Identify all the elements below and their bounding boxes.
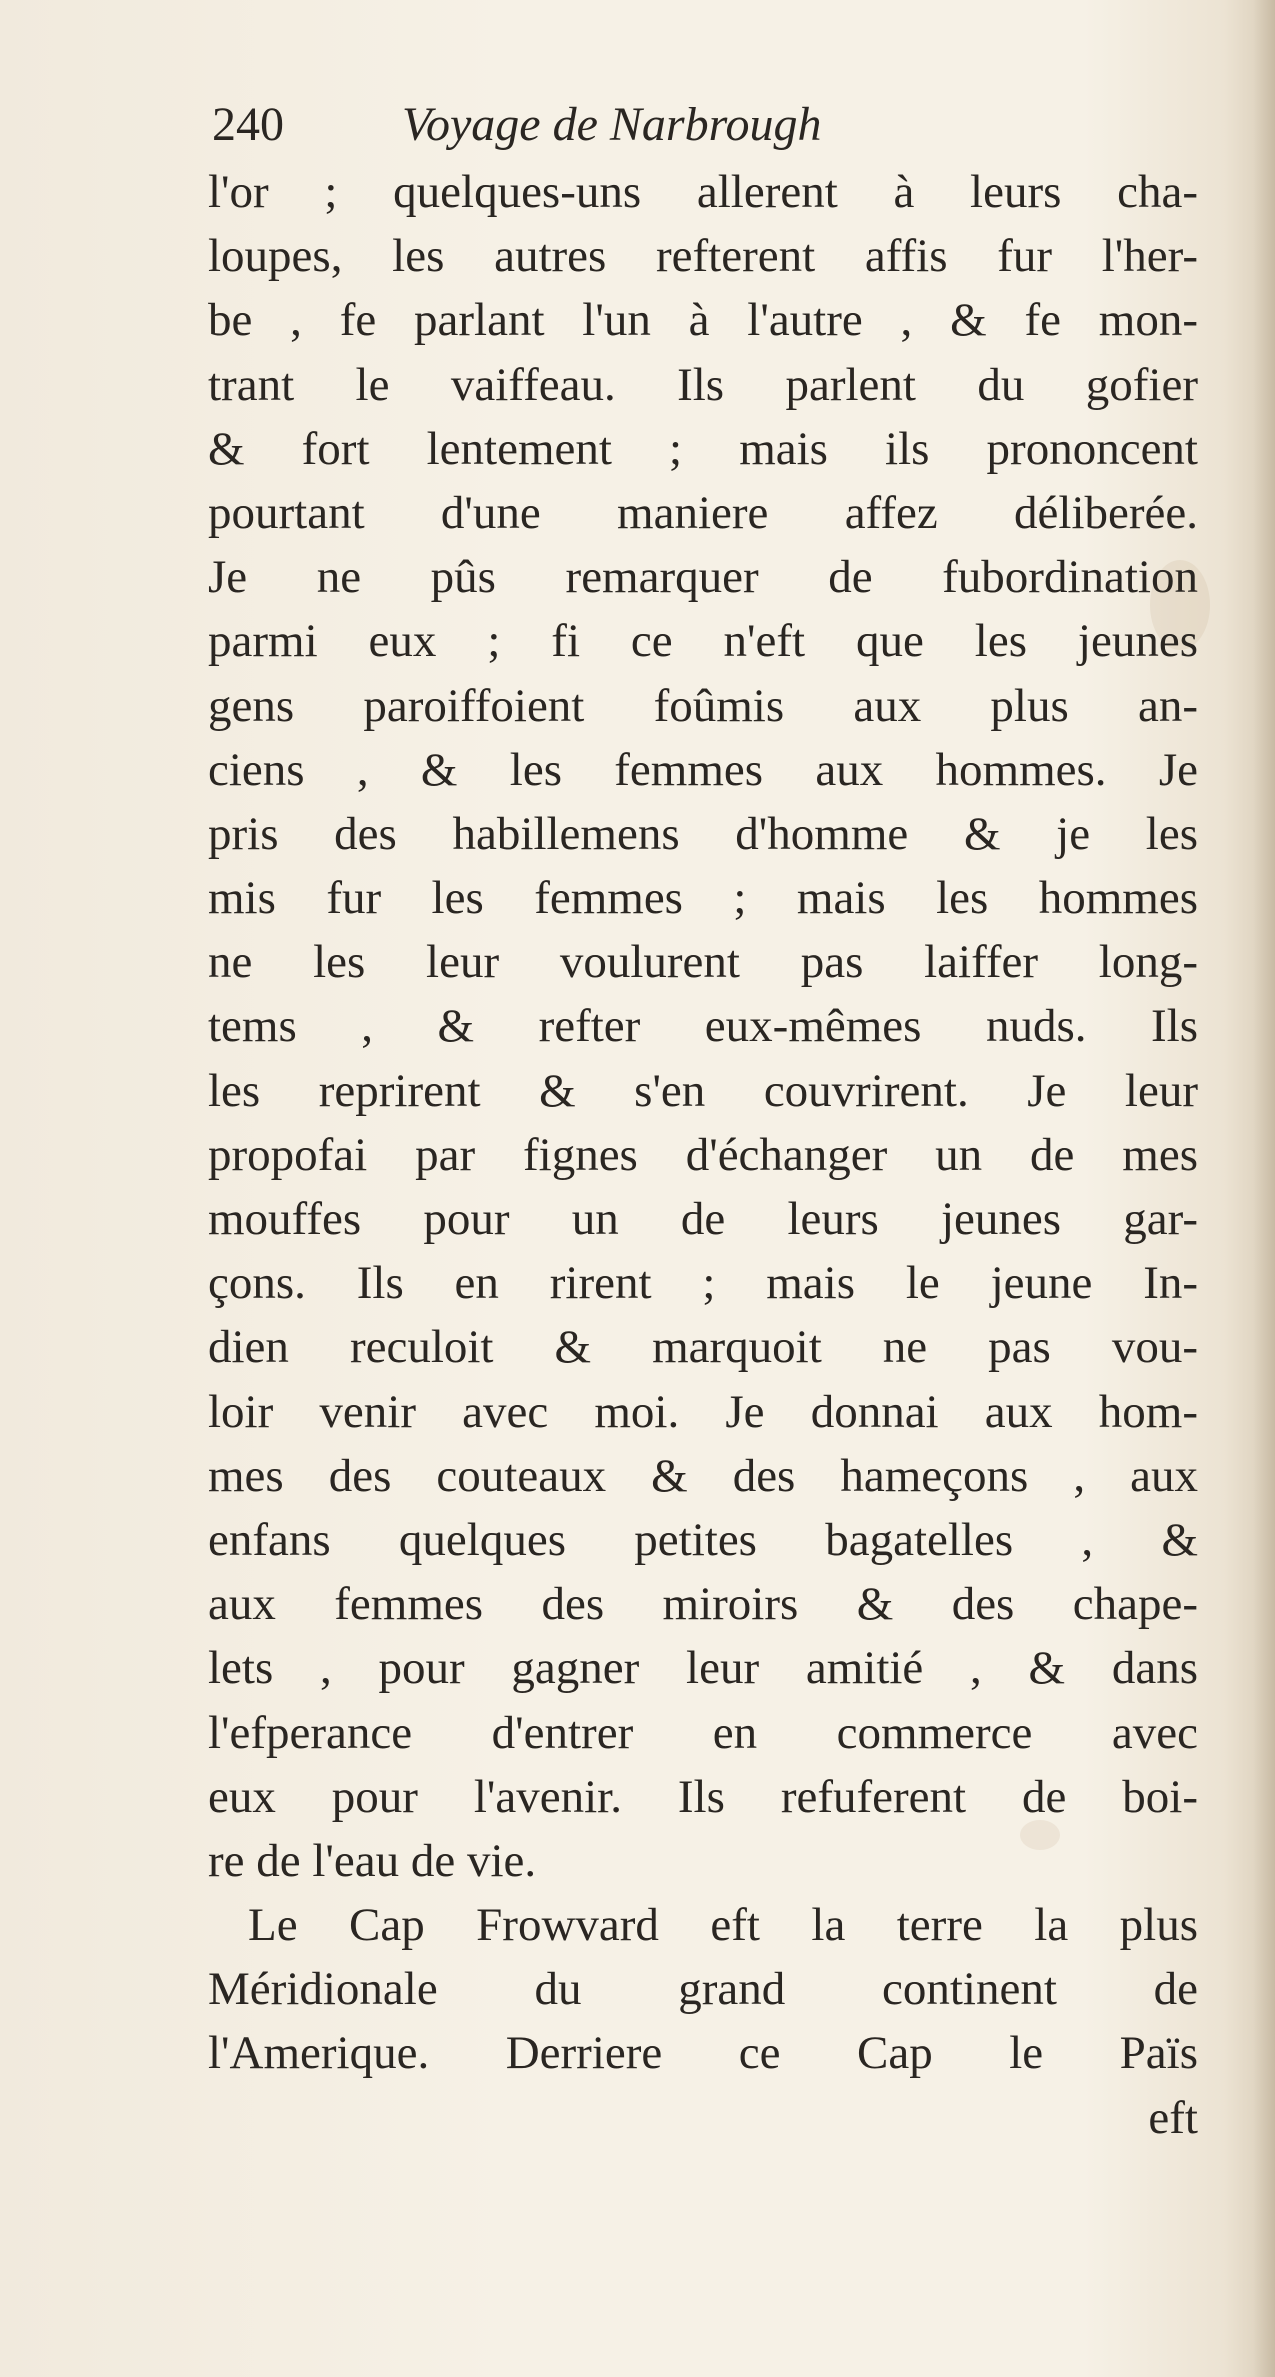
text-line: eux pour l'avenir. Ils refuferent de boi- bbox=[208, 1770, 1198, 1823]
text-line: Je ne pûs remarquer de fubordination bbox=[208, 551, 1198, 604]
text-line: aux femmes des miroirs & des chape- bbox=[208, 1578, 1198, 1631]
text-line: tems , & refter eux-mêmes nuds. Ils bbox=[208, 1000, 1198, 1053]
text-line-paragraph-end: re de l'eau de vie. bbox=[208, 1834, 537, 1887]
running-title: Voyage de Narbrough bbox=[402, 98, 822, 151]
text-line: propofai par fignes d'échanger un de mes bbox=[208, 1128, 1198, 1181]
text-line: trant le vaiffeau. Ils parlent du gofier bbox=[208, 358, 1198, 411]
page-number: 240 bbox=[212, 98, 284, 151]
text-line: be , fe parlant l'un à l'autre , & fe mon- bbox=[208, 294, 1198, 347]
page-edge-shadow bbox=[1253, 0, 1275, 2377]
text-line: Méridionale du grand continent de bbox=[208, 1963, 1198, 2016]
text-line: mes des couteaux & des hameçons , aux bbox=[208, 1449, 1198, 1502]
text-line: gens paroiffoient foûmis aux plus an- bbox=[208, 679, 1198, 732]
text-line: pris des habillemens d'homme & je les bbox=[208, 807, 1198, 860]
text-line: pourtant d'une maniere affez déliberée. bbox=[208, 486, 1198, 539]
text-line: enfans quelques petites bagatelles , & bbox=[208, 1513, 1198, 1566]
text-line: ciens , & les femmes aux hommes. Je bbox=[208, 743, 1198, 796]
text-line: parmi eux ; fi ce n'eft que les jeunes bbox=[208, 615, 1198, 668]
text-line: loupes, les autres refterent affis fur l'her- bbox=[208, 230, 1198, 283]
text-line: l'efperance d'entrer en commerce avec bbox=[208, 1706, 1198, 1759]
text-line: l'Amerique. Derriere ce Cap le Païs bbox=[208, 2027, 1198, 2080]
body-text bbox=[208, 160, 1198, 2150]
running-head bbox=[212, 94, 1192, 154]
text-line: l'or ; quelques-uns allerent à leurs cha- bbox=[208, 166, 1198, 218]
text-line: loir venir avec moi. Je donnai aux hom- bbox=[208, 1385, 1198, 1438]
text-line: mouffes pour un de leurs jeunes gar- bbox=[208, 1193, 1198, 1245]
text-line: lets , pour gagner leur amitié , & dans bbox=[208, 1642, 1198, 1695]
catchword: eft bbox=[1148, 2091, 1198, 2144]
text-line: dien reculoit & marquoit ne pas vou- bbox=[208, 1321, 1198, 1374]
text-line: & fort lentement ; mais ils prononcent bbox=[208, 422, 1198, 475]
text-line: ne les leur voulurent pas laiffer long- bbox=[208, 936, 1198, 989]
text-line: çons. Ils en rirent ; mais le jeune In- bbox=[208, 1257, 1198, 1310]
text-line-paragraph-start: Le Cap Frowvard eft la terre la plus bbox=[248, 1899, 1198, 1952]
text-line: les reprirent & s'en couvrirent. Je leur bbox=[208, 1064, 1198, 1117]
text-line: mis fur les femmes ; mais les hommes bbox=[208, 872, 1198, 925]
